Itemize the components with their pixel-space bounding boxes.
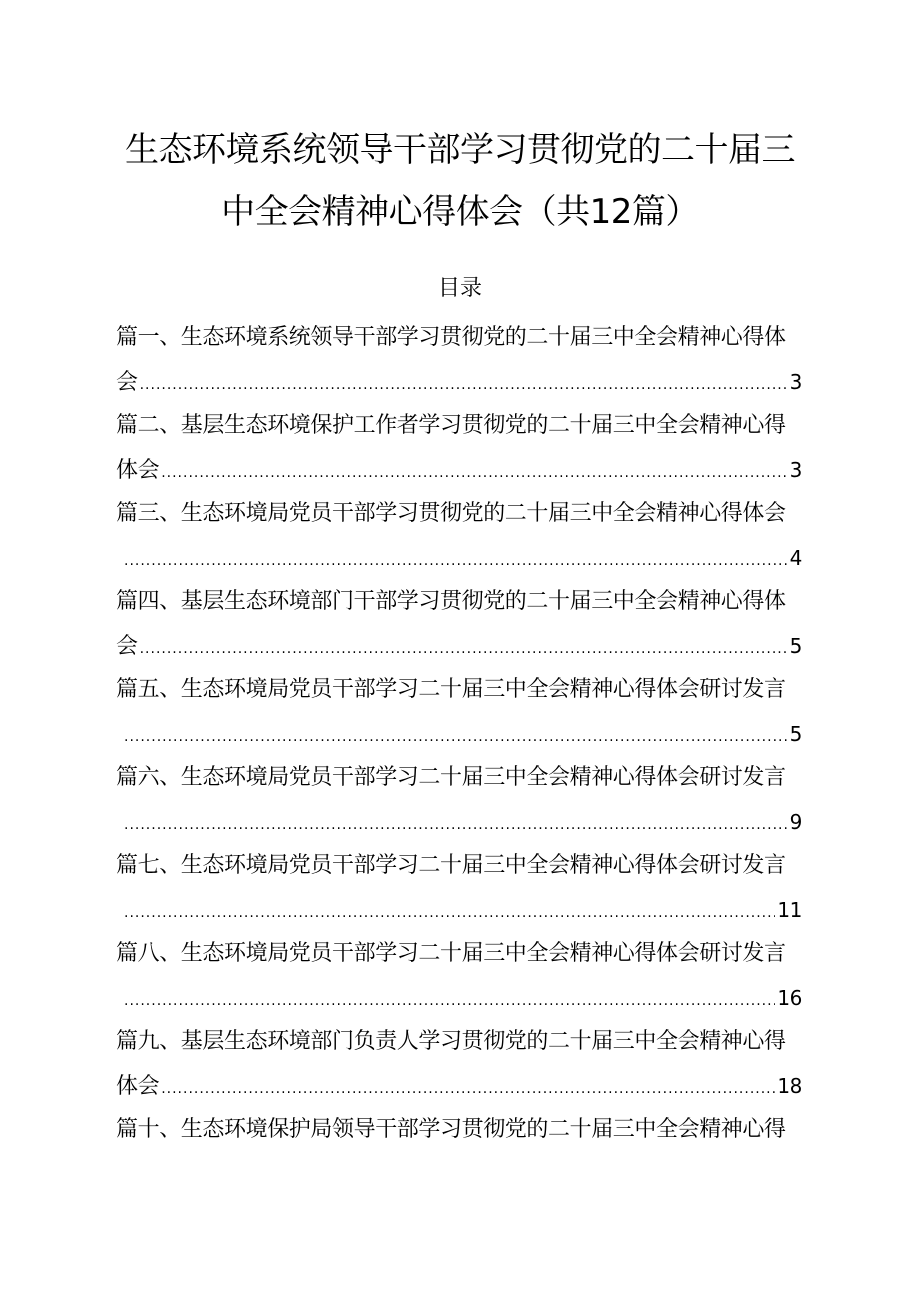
toc-dot-leader: [124, 891, 775, 935]
toc-entry[interactable]: [116, 1020, 828, 1108]
toc-entry-title-continuation: 会: [116, 370, 138, 395]
toc-entry-title: 篇七、生态环境局党员干部学习二十届三中全会精神心得体会研讨发言: [116, 853, 786, 878]
toc-page-number: 16: [777, 986, 802, 1010]
toc-entry[interactable]: [116, 404, 828, 492]
toc-page-number: 4: [789, 546, 802, 570]
toc-page-number: 3: [789, 458, 802, 482]
toc-entry-title: 篇二、基层生态环境保护工作者学习贯彻党的二十届三中全会精神心得: [116, 413, 786, 438]
toc-entry-title: 篇六、生态环境局党员干部学习二十届三中全会精神心得体会研讨发言: [116, 765, 786, 790]
table-of-contents: [116, 316, 828, 1152]
toc-page-number: 11: [777, 898, 802, 922]
toc-page-number: 9: [789, 810, 802, 834]
toc-entry[interactable]: [116, 756, 828, 844]
toc-dot-leader: [124, 715, 788, 759]
toc-entry-title-continuation: 体会: [116, 458, 160, 483]
toc-entry[interactable]: [116, 844, 828, 932]
toc-entry[interactable]: [116, 316, 828, 404]
toc-dot-leader: [124, 979, 775, 1023]
toc-entry[interactable]: [116, 668, 828, 756]
toc-page-number: 5: [789, 634, 802, 658]
toc-entry[interactable]: [116, 580, 828, 668]
toc-dot-leader: [140, 627, 788, 671]
toc-page-number: 5: [789, 722, 802, 746]
toc-entry-title-continuation: 体会: [116, 1074, 160, 1099]
toc-entry[interactable]: [116, 492, 828, 580]
toc-dot-leader: [124, 539, 788, 583]
toc-dot-leader: [124, 803, 788, 847]
document-title-line-1: 生态环境系统领导干部学习贯彻党的二十届三: [125, 130, 795, 170]
document-title-line-2: 中全会精神心得体会（共12篇）: [221, 192, 699, 232]
toc-entry-title: 篇十、生态环境保护局领导干部学习贯彻党的二十届三中全会精神心得: [116, 1117, 786, 1142]
toc-entry-title-continuation: 会: [116, 634, 138, 659]
toc-entry[interactable]: [116, 1108, 828, 1152]
toc-entry-title: 篇五、生态环境局党员干部学习二十届三中全会精神心得体会研讨发言: [116, 677, 786, 702]
toc-heading: 目录: [437, 276, 482, 301]
toc-entry[interactable]: [116, 932, 828, 1020]
toc-entry-title: 篇四、基层生态环境部门干部学习贯彻党的二十届三中全会精神心得体: [116, 589, 786, 614]
toc-entry-title: 篇三、生态环境局党员干部学习贯彻党的二十届三中全会精神心得体会: [116, 501, 786, 526]
toc-entry-title: 篇一、生态环境系统领导干部学习贯彻党的二十届三中全会精神心得体: [116, 325, 786, 350]
toc-dot-leader: [140, 363, 788, 407]
toc-dot-leader: [161, 1067, 775, 1111]
toc-entry-title: 篇九、基层生态环境部门负责人学习贯彻党的二十届三中全会精神心得: [116, 1029, 786, 1054]
toc-dot-leader: [161, 451, 787, 495]
toc-page-number: 3: [789, 370, 802, 394]
toc-page-number: 18: [777, 1074, 802, 1098]
toc-entry-title: 篇八、生态环境局党员干部学习二十届三中全会精神心得体会研讨发言: [116, 941, 786, 966]
